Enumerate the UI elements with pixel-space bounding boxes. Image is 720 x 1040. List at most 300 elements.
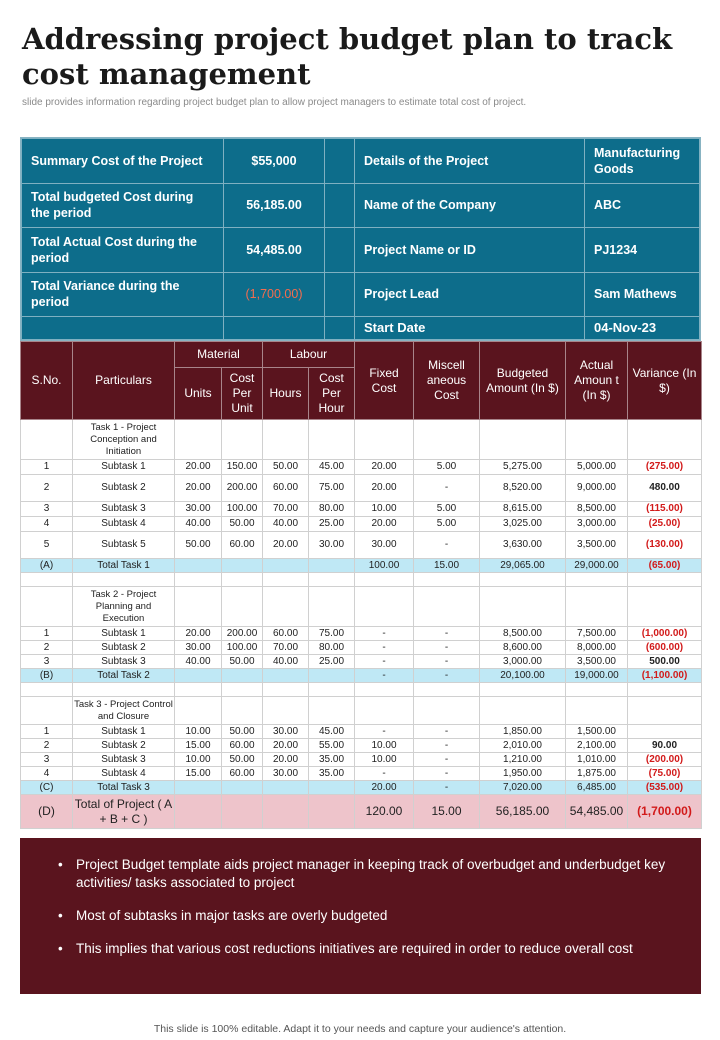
table-cell: 30.00 — [309, 532, 355, 559]
total-row — [21, 669, 702, 683]
table-cell: 40.00 — [263, 655, 309, 669]
empty-cell — [628, 587, 702, 627]
empty-cell — [414, 683, 480, 697]
header-labour: Labour — [263, 342, 355, 368]
spacer-row — [21, 573, 702, 587]
summary-spacer — [325, 272, 355, 317]
table-cell: - — [355, 725, 414, 739]
table-cell: 3,500.00 — [566, 532, 628, 559]
table-cell: 3 — [21, 655, 73, 669]
table-cell: 20.00 — [355, 517, 414, 532]
table-cell: 10.00 — [355, 753, 414, 767]
empty-cell — [566, 420, 628, 460]
table-cell: Subtask 4 — [73, 767, 175, 781]
table-cell: 80.00 — [309, 641, 355, 655]
table-cell: Subtask 2 — [73, 475, 175, 502]
detail-label: Details of the Project — [355, 139, 585, 184]
table-cell: 1 — [21, 627, 73, 641]
table-cell: 1,875.00 — [566, 767, 628, 781]
table-row — [21, 767, 702, 781]
table-cell: 3,025.00 — [480, 517, 566, 532]
empty-cell — [309, 697, 355, 725]
table-cell: 100.00 — [355, 559, 414, 573]
empty-cell — [628, 420, 702, 460]
table-cell: Subtask 4 — [73, 517, 175, 532]
table-cell: Subtask 5 — [73, 532, 175, 559]
table-cell: 25.00 — [309, 655, 355, 669]
empty-cell — [480, 697, 566, 725]
empty-cell — [222, 420, 263, 460]
table-cell: 5 — [21, 532, 73, 559]
header-variance: Variance (In $) — [628, 342, 702, 420]
table-cell: Subtask 2 — [73, 739, 175, 753]
table-cell: 100.00 — [222, 502, 263, 517]
empty-cell — [309, 669, 355, 683]
empty-cell — [263, 697, 309, 725]
table-cell: - — [414, 781, 480, 795]
insight-item: • Project Budget template aids project manager in keeping track of overbudget and underbudget key activities/ tasks associated to project — [76, 856, 681, 892]
table-cell: 20.00 — [355, 475, 414, 502]
table-cell: 40.00 — [263, 517, 309, 532]
table-cell: (1,100.00) — [628, 669, 702, 683]
empty-cell — [414, 697, 480, 725]
empty-cell — [263, 795, 309, 829]
empty-cell — [21, 573, 73, 587]
task-title: Task 2 - Project Planning and Execution — [73, 587, 175, 627]
table-cell: 60.00 — [263, 475, 309, 502]
table-row — [21, 475, 702, 502]
empty-cell — [21, 587, 73, 627]
table-row — [21, 753, 702, 767]
table-cell: - — [414, 753, 480, 767]
empty-cell — [566, 683, 628, 697]
table-cell: 150.00 — [222, 460, 263, 475]
empty-cell — [414, 587, 480, 627]
table-cell: 35.00 — [309, 767, 355, 781]
table-cell: 8,520.00 — [480, 475, 566, 502]
table-cell: 70.00 — [263, 502, 309, 517]
table-cell: 30.00 — [263, 725, 309, 739]
empty-cell — [222, 683, 263, 697]
table-cell: - — [414, 669, 480, 683]
table-row — [21, 739, 702, 753]
task-title: Task 3 - Project Control and Closure — [73, 697, 175, 725]
table-cell: 3,630.00 — [480, 532, 566, 559]
empty-cell — [263, 781, 309, 795]
task-header-row — [21, 420, 702, 460]
table-cell: 50.00 — [263, 460, 309, 475]
table-cell: Total Task 3 — [73, 781, 175, 795]
summary-spacer — [325, 139, 355, 184]
table-cell: (C) — [21, 781, 73, 795]
table-cell: - — [355, 655, 414, 669]
table-cell — [628, 725, 702, 739]
empty-cell — [480, 573, 566, 587]
empty-cell — [566, 573, 628, 587]
table-cell: Subtask 3 — [73, 655, 175, 669]
table-cell: (B) — [21, 669, 73, 683]
table-row — [21, 641, 702, 655]
empty-cell — [309, 795, 355, 829]
header-units: Units — [175, 368, 222, 420]
header-misc-cost: Miscell aneous Cost — [414, 342, 480, 420]
table-cell: 10.00 — [175, 753, 222, 767]
empty-cell — [263, 683, 309, 697]
detail-value: PJ1234 — [585, 228, 700, 273]
table-cell: - — [414, 767, 480, 781]
table-cell: 10.00 — [355, 502, 414, 517]
table-cell: Subtask 1 — [73, 627, 175, 641]
table-cell: Subtask 2 — [73, 641, 175, 655]
empty-cell — [222, 587, 263, 627]
table-cell: 5,000.00 — [566, 460, 628, 475]
table-cell: - — [414, 475, 480, 502]
table-cell: 1,010.00 — [566, 753, 628, 767]
task-header-row — [21, 697, 702, 725]
table-cell: 1,950.00 — [480, 767, 566, 781]
summary-row — [22, 139, 700, 184]
empty-cell — [263, 587, 309, 627]
table-cell: Total Task 2 — [73, 669, 175, 683]
table-cell: - — [414, 641, 480, 655]
empty-cell — [175, 573, 222, 587]
empty-cell — [175, 697, 222, 725]
empty-cell — [175, 420, 222, 460]
table-cell: 55.00 — [309, 739, 355, 753]
table-cell: 3,000.00 — [566, 517, 628, 532]
detail-value: ABC — [585, 183, 700, 228]
summary-row — [22, 272, 700, 317]
table-cell: 5.00 — [414, 517, 480, 532]
table-cell: 1,850.00 — [480, 725, 566, 739]
page-title: Addressing project budget plan to track cost management — [22, 22, 673, 91]
table-cell: 29,065.00 — [480, 559, 566, 573]
table-cell: 40.00 — [175, 517, 222, 532]
detail-value: 04-Nov-23 — [585, 317, 700, 340]
table-cell: 30.00 — [355, 532, 414, 559]
key-insights-panel — [20, 838, 701, 994]
empty-cell — [73, 573, 175, 587]
summary-value: (1,700.00) — [224, 272, 325, 317]
empty-cell — [222, 697, 263, 725]
table-cell: 1,210.00 — [480, 753, 566, 767]
table-cell: 15.00 — [414, 559, 480, 573]
summary-label: Total budgeted Cost during the period — [22, 183, 224, 228]
summary-label: Total Variance during the period — [22, 272, 224, 317]
spacer-row — [21, 683, 702, 697]
table-row — [21, 532, 702, 559]
table-cell: 1 — [21, 725, 73, 739]
empty-cell — [263, 573, 309, 587]
summary-value: 54,485.00 — [224, 228, 325, 273]
summary-label: Total Actual Cost during the period — [22, 228, 224, 273]
project-summary-panel — [20, 137, 701, 341]
empty-cell — [628, 683, 702, 697]
table-cell: 100.00 — [222, 641, 263, 655]
summary-row — [22, 317, 700, 340]
table-cell: 8,500.00 — [566, 502, 628, 517]
table-cell: - — [414, 532, 480, 559]
summary-value — [224, 317, 325, 340]
table-cell: - — [414, 627, 480, 641]
table-cell: 2,100.00 — [566, 739, 628, 753]
table-cell: 50.00 — [222, 725, 263, 739]
table-cell: 15.00 — [175, 767, 222, 781]
table-cell: 3 — [21, 753, 73, 767]
table-cell: 20.00 — [263, 753, 309, 767]
table-row — [21, 725, 702, 739]
table-cell: 1,500.00 — [566, 725, 628, 739]
empty-cell — [222, 573, 263, 587]
empty-cell — [222, 795, 263, 829]
empty-cell — [309, 683, 355, 697]
empty-cell — [21, 697, 73, 725]
table-cell: 8,000.00 — [566, 641, 628, 655]
summary-spacer — [325, 317, 355, 340]
table-cell: (D) — [21, 795, 73, 829]
table-cell: 60.00 — [263, 627, 309, 641]
budget-table — [20, 341, 702, 829]
table-cell: - — [355, 669, 414, 683]
table-cell: 20.00 — [175, 627, 222, 641]
table-cell: 1 — [21, 460, 73, 475]
table-row — [21, 460, 702, 475]
empty-cell — [480, 420, 566, 460]
empty-cell — [175, 559, 222, 573]
table-cell: 20.00 — [263, 739, 309, 753]
table-row — [21, 517, 702, 532]
table-cell: Subtask 1 — [73, 460, 175, 475]
table-cell: 35.00 — [309, 753, 355, 767]
table-cell: 70.00 — [263, 641, 309, 655]
empty-cell — [222, 669, 263, 683]
summary-value: $55,000 — [224, 139, 325, 184]
header-particulars: Particulars — [73, 342, 175, 420]
empty-cell — [480, 587, 566, 627]
table-cell: 20.00 — [355, 781, 414, 795]
table-cell: 20.00 — [263, 532, 309, 559]
table-cell: 40.00 — [175, 655, 222, 669]
empty-cell — [21, 420, 73, 460]
total-row — [21, 781, 702, 795]
empty-cell — [414, 420, 480, 460]
empty-cell — [628, 697, 702, 725]
table-cell: 2 — [21, 475, 73, 502]
table-cell: 90.00 — [628, 739, 702, 753]
empty-cell — [355, 683, 414, 697]
empty-cell — [309, 420, 355, 460]
empty-cell — [175, 795, 222, 829]
empty-cell — [222, 781, 263, 795]
table-cell: 60.00 — [222, 767, 263, 781]
table-cell: 3,000.00 — [480, 655, 566, 669]
table-cell: 30.00 — [175, 502, 222, 517]
table-cell: 20,100.00 — [480, 669, 566, 683]
detail-label: Project Lead — [355, 272, 585, 317]
task-header-row — [21, 587, 702, 627]
header-hours: Hours — [263, 368, 309, 420]
page-subtitle: slide provides information regarding project budget plan to allow project managers to estimate total cost of project. — [22, 97, 527, 108]
table-cell: 60.00 — [222, 739, 263, 753]
summary-label — [22, 317, 224, 340]
table-row — [21, 627, 702, 641]
table-cell: - — [355, 767, 414, 781]
table-cell: 60.00 — [222, 532, 263, 559]
empty-cell — [263, 669, 309, 683]
grand-total-row — [21, 795, 702, 829]
table-cell: 2,010.00 — [480, 739, 566, 753]
header-cost-per-hour: Cost Per Hour — [309, 368, 355, 420]
detail-value: Sam Mathews — [585, 272, 700, 317]
table-cell: Subtask 3 — [73, 753, 175, 767]
table-cell: 20.00 — [175, 475, 222, 502]
table-cell: (25.00) — [628, 517, 702, 532]
insight-item: • Most of subtasks in major tasks are overly budgeted — [76, 907, 681, 925]
table-cell: (75.00) — [628, 767, 702, 781]
table-cell: 75.00 — [309, 475, 355, 502]
table-cell: 29,000.00 — [566, 559, 628, 573]
table-cell: 15.00 — [175, 739, 222, 753]
table-cell: 50.00 — [222, 753, 263, 767]
empty-cell — [175, 587, 222, 627]
empty-cell — [480, 683, 566, 697]
empty-cell — [566, 697, 628, 725]
empty-cell — [73, 683, 175, 697]
table-cell: 4 — [21, 767, 73, 781]
empty-cell — [263, 420, 309, 460]
table-cell: (65.00) — [628, 559, 702, 573]
table-cell: 5,275.00 — [480, 460, 566, 475]
table-cell: (130.00) — [628, 532, 702, 559]
task-title: Task 1 - Project Conception and Initiation — [73, 420, 175, 460]
table-cell: 500.00 — [628, 655, 702, 669]
empty-cell — [309, 573, 355, 587]
table-cell: 30.00 — [175, 641, 222, 655]
table-cell: 10.00 — [355, 739, 414, 753]
table-cell: 2 — [21, 641, 73, 655]
table-cell: 200.00 — [222, 627, 263, 641]
header-material: Material — [175, 342, 263, 368]
table-cell: 8,500.00 — [480, 627, 566, 641]
empty-cell — [628, 573, 702, 587]
header-sno: S.No. — [21, 342, 73, 420]
insight-item: • This implies that various cost reductions initiatives are required in order to reduce overall cost — [76, 940, 681, 958]
table-cell: - — [355, 641, 414, 655]
table-cell: 30.00 — [263, 767, 309, 781]
total-row — [21, 559, 702, 573]
table-cell: 3 — [21, 502, 73, 517]
table-cell: (535.00) — [628, 781, 702, 795]
empty-cell — [263, 559, 309, 573]
table-cell: 9,000.00 — [566, 475, 628, 502]
table-cell: 480.00 — [628, 475, 702, 502]
table-cell: 200.00 — [222, 475, 263, 502]
table-cell: - — [355, 627, 414, 641]
empty-cell — [222, 559, 263, 573]
empty-cell — [355, 420, 414, 460]
empty-cell — [309, 587, 355, 627]
table-cell: 5.00 — [414, 460, 480, 475]
empty-cell — [414, 573, 480, 587]
header-fixed-cost: Fixed Cost — [355, 342, 414, 420]
table-cell: - — [414, 739, 480, 753]
table-cell: Subtask 1 — [73, 725, 175, 739]
table-cell: (275.00) — [628, 460, 702, 475]
table-cell: (1,700.00) — [628, 795, 702, 829]
table-cell: 45.00 — [309, 460, 355, 475]
table-cell: (A) — [21, 559, 73, 573]
table-cell: 5.00 — [414, 502, 480, 517]
table-cell: 56,185.00 — [480, 795, 566, 829]
table-cell: 8,600.00 — [480, 641, 566, 655]
table-cell: - — [414, 655, 480, 669]
table-cell: 8,615.00 — [480, 502, 566, 517]
table-cell: 7,500.00 — [566, 627, 628, 641]
table-cell: 3,500.00 — [566, 655, 628, 669]
detail-value: Manufacturing Goods — [585, 139, 700, 184]
detail-label: Project Name or ID — [355, 228, 585, 273]
summary-label: Summary Cost of the Project — [22, 139, 224, 184]
header-budgeted: Budgeted Amount (In $) — [480, 342, 566, 420]
empty-cell — [309, 559, 355, 573]
table-cell: (1,000.00) — [628, 627, 702, 641]
table-cell: (115.00) — [628, 502, 702, 517]
table-cell: 25.00 — [309, 517, 355, 532]
table-cell: 50.00 — [175, 532, 222, 559]
table-cell: 50.00 — [222, 517, 263, 532]
empty-cell — [566, 587, 628, 627]
table-cell: 20.00 — [175, 460, 222, 475]
table-cell: 15.00 — [414, 795, 480, 829]
empty-cell — [175, 683, 222, 697]
table-cell: 54,485.00 — [566, 795, 628, 829]
table-cell: 10.00 — [175, 725, 222, 739]
detail-label: Start Date — [355, 317, 585, 340]
table-row — [21, 655, 702, 669]
table-cell: 19,000.00 — [566, 669, 628, 683]
table-cell: 20.00 — [355, 460, 414, 475]
empty-cell — [175, 669, 222, 683]
detail-label: Name of the Company — [355, 183, 585, 228]
table-cell: 120.00 — [355, 795, 414, 829]
header-cost-per-unit: Cost Per Unit — [222, 368, 263, 420]
summary-row — [22, 183, 700, 228]
footer-note: This slide is 100% editable. Adapt it to your needs and capture your audience's attention. — [153, 1023, 567, 1035]
table-row — [21, 502, 702, 517]
table-cell: (200.00) — [628, 753, 702, 767]
summary-spacer — [325, 183, 355, 228]
table-cell: 75.00 — [309, 627, 355, 641]
empty-cell — [355, 573, 414, 587]
empty-cell — [355, 697, 414, 725]
summary-row — [22, 228, 700, 273]
table-cell: 6,485.00 — [566, 781, 628, 795]
table-cell: - — [414, 725, 480, 739]
empty-cell — [355, 587, 414, 627]
table-cell: Total of Project ( A + B + C ) — [73, 795, 175, 829]
empty-cell — [309, 781, 355, 795]
empty-cell — [175, 781, 222, 795]
table-cell: 7,020.00 — [480, 781, 566, 795]
table-cell: Subtask 3 — [73, 502, 175, 517]
table-cell: 80.00 — [309, 502, 355, 517]
table-cell: 4 — [21, 517, 73, 532]
table-cell: 2 — [21, 739, 73, 753]
table-cell: 45.00 — [309, 725, 355, 739]
table-cell: (600.00) — [628, 641, 702, 655]
empty-cell — [21, 683, 73, 697]
summary-value: 56,185.00 — [224, 183, 325, 228]
